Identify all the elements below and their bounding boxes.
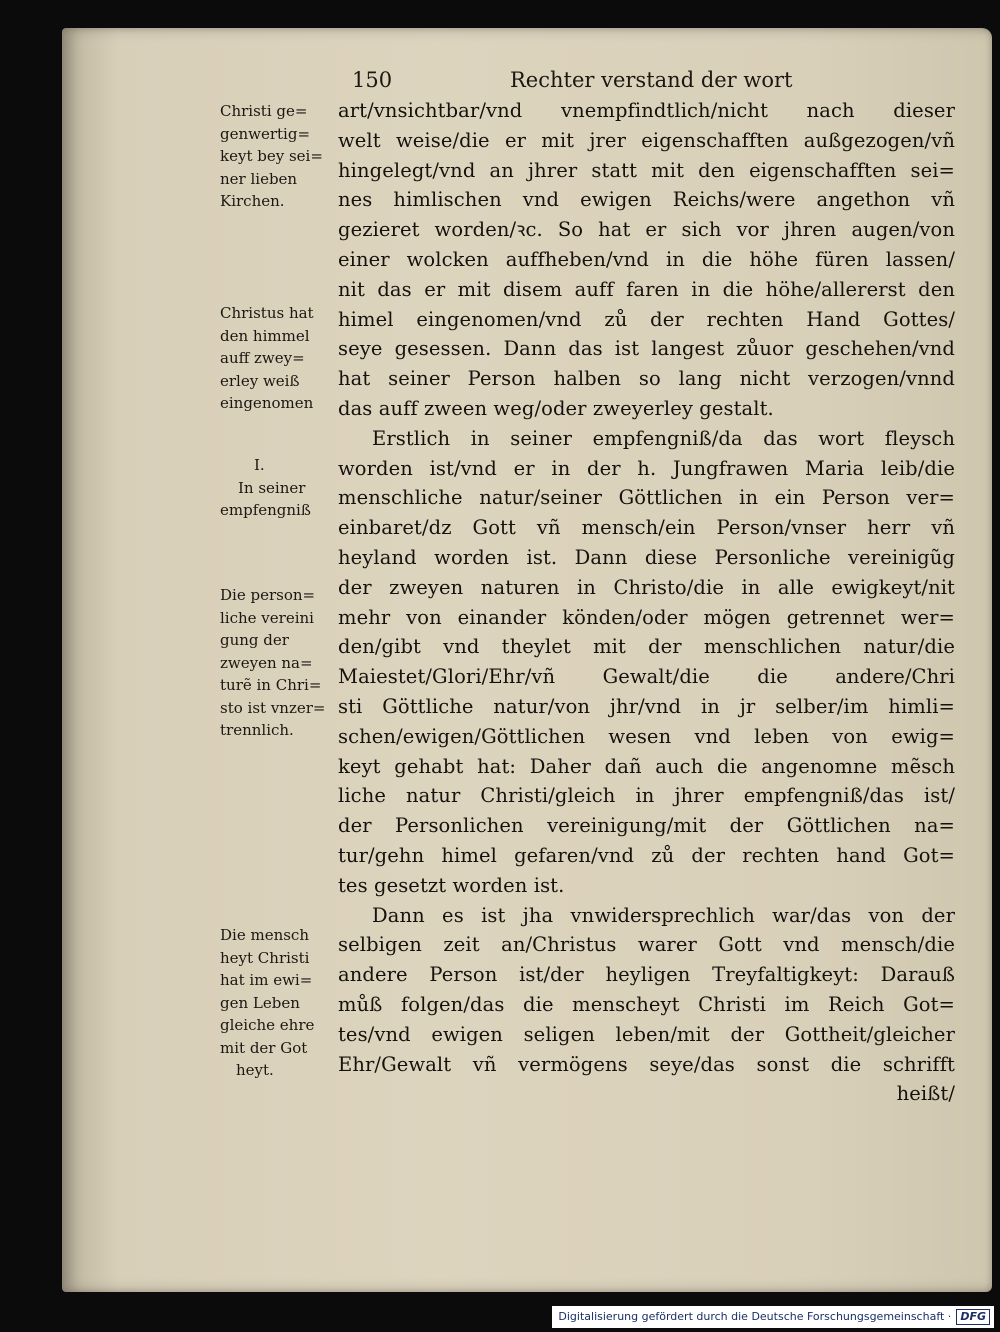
text-line: welt weise/die er mit jrer eigenschafften außgezogen/vñ (338, 128, 955, 152)
running-head: Rechter verstand der wort (510, 68, 793, 92)
margin-note-line: auff zwey= (220, 349, 305, 367)
margin-note (220, 924, 342, 1082)
text-line: den/gibt vnd theylet mit der menschlichen natur/die (338, 635, 955, 659)
text-line: das auff zween weg/oder zweyerley gestalt. (338, 396, 774, 420)
margin-note-line: In seiner (238, 478, 306, 497)
text-line: Maiestet/Glori/Ehr/vñ Gewalt/die die andere/Chri (338, 665, 955, 689)
text-line: gezieret worden/ꝛc. So hat er sich vor jhren augen/von (338, 218, 955, 242)
margin-note-line: keyt bey sei= (220, 147, 323, 165)
text-line: sti Göttliche natur/von jhr/vnd in jr selber/im himli= (338, 694, 955, 718)
margin-note (220, 302, 342, 415)
margin-note (220, 454, 342, 522)
text-line: můß folgen/das die menscheyt Christi im Reich Got= (338, 992, 955, 1016)
margin-note-line: gleiche ehre (220, 1016, 315, 1034)
margin-note-line: hat im ewi= (220, 971, 313, 989)
text-line: heyland worden ist. Dann diese Personliche vereinigũg (338, 545, 955, 569)
margin-note-line: Christus hat (220, 304, 314, 322)
margin-note-line: mit der Got (220, 1038, 308, 1057)
margin-note-line: eingenomen (220, 394, 314, 412)
text-line: hat seiner Person halben so lang nicht verzogen/vnnd (338, 367, 955, 391)
margin-note (220, 100, 342, 213)
text-line: nes himlischen vnd ewigen Reichs/were angethon vñ (338, 188, 955, 212)
text-line: schen/ewigen/Göttlichen wesen vnd leben von ewig= (338, 724, 955, 748)
margin-note-line: Die mensch (220, 926, 309, 944)
digitization-credit (552, 1306, 994, 1328)
margin-note-line: Die person= (220, 586, 316, 604)
text-line: tes/vnd ewigen seligen leben/mit der Gottheit/gleicher (338, 1022, 955, 1046)
margin-note-line: sto ist vnzer= (220, 698, 326, 717)
text-line: keyt gehabt hat: Daher dañ auch die angenomne mẽsch (338, 754, 955, 778)
text-line: tes gesetzt worden ist. (338, 873, 565, 897)
text-line: einbaret/dz Gott vñ mensch/ein Person/vnser herr vñ (338, 516, 955, 540)
text-line: einer wolcken auffheben/vnd in die höhe füren lassen/ (338, 247, 955, 271)
page-number: 150 (352, 68, 393, 92)
main-text-block (338, 96, 955, 1109)
paragraph-start: Dann es ist jha vnwidersprechlich war/das von der (372, 903, 955, 927)
margin-note-line: trennlich. (220, 721, 294, 739)
margin-note-line: turẽ in Chri= (220, 676, 322, 694)
margin-note-line: erley weiß (220, 371, 300, 390)
margin-note-line: I. (254, 456, 265, 474)
text-line: andere Person ist/der heyligen Treyfaltigkeyt: Darauß (338, 963, 955, 987)
margin-note-line: heyt Christi (220, 948, 310, 967)
margin-note-line: gung der (220, 631, 289, 649)
margin-note-line: empfengniß (220, 501, 311, 519)
text-line: tur/gehn himel gefaren/vnd zů der rechten hand Got= (338, 843, 955, 867)
credit-text: Digitalisierung gefördert durch die Deutsche Forschungsgemeinschaft · (558, 1310, 952, 1323)
margin-note-line: zweyen na= (220, 653, 313, 672)
text-line: Ehr/Gewalt vñ vermögens seye/das sonst die schrifft (338, 1052, 955, 1076)
margin-note-line: den himmel (220, 326, 310, 345)
margin-note-line: genwertig= (220, 124, 311, 143)
text-line: menschliche natur/seiner Göttlichen in ein Person ver= (338, 486, 955, 510)
dfg-logo-icon: DFG (956, 1309, 990, 1325)
text-line: hingelegt/vnd an jhrer statt mit den eigenschafften sei= (338, 158, 955, 182)
margin-note-line: ner lieben (220, 169, 298, 188)
text-line: nit das er mit disem auff faren in die höhe/allererst den (338, 277, 955, 301)
page-header (340, 68, 940, 98)
margin-note-line: Kirchen. (220, 192, 285, 210)
catchword: heißt/ (896, 1082, 955, 1106)
margin-note-line: gen Leben (220, 993, 300, 1012)
text-line: worden ist/vnd er in der h. Jungfrawen Maria leib/die (338, 456, 955, 480)
text-line: art/vnsichtbar/vnd vnempfindtlich/nicht nach dieser (338, 99, 955, 122)
margin-note-line: Christi ge= (220, 102, 308, 120)
text-line: der Personlichen vereinigung/mit der Göttlichen na= (338, 814, 955, 838)
text-line: mehr von einander könden/oder mögen getrennet wer= (338, 605, 955, 629)
text-line: selbigen zeit an/Christus warer Gott vnd mensch/die (338, 933, 955, 957)
text-line: der zweyen naturen in Christo/die in alle ewigkeyt/nit (338, 575, 955, 599)
paragraph-start: Erstlich in seiner empfengniß/da das wort fleysch (372, 426, 955, 450)
margin-note-line: heyt. (236, 1061, 274, 1079)
text-line: seye gesessen. Dann das ist langest zůuor geschehen/vnd (338, 337, 955, 361)
margin-note (220, 584, 342, 742)
text-line: liche natur Christi/gleich in jhrer empfengniß/das ist/ (338, 784, 955, 808)
margin-note-line: liche vereini (220, 608, 314, 627)
text-line: himel eingenomen/vnd zů der rechten Hand Gottes/ (338, 307, 955, 331)
